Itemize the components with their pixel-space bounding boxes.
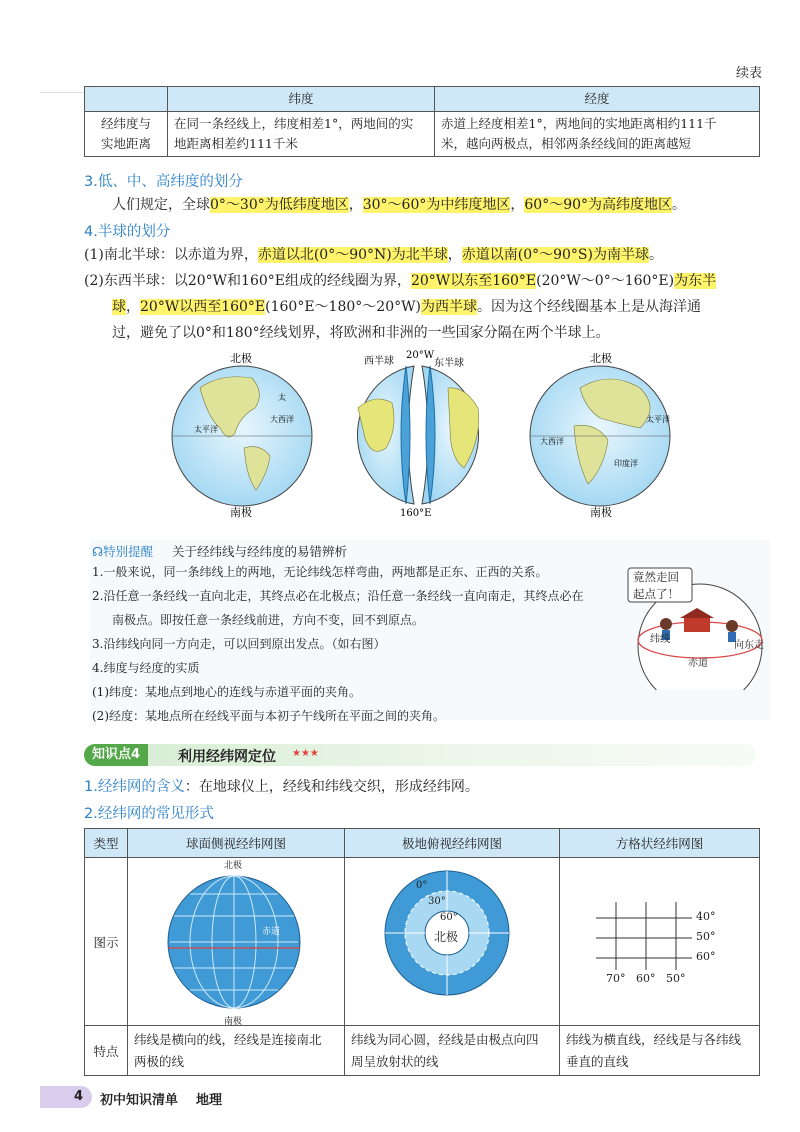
right-ocean-indian: 印度洋	[614, 459, 638, 468]
t2-feat3: 纬线为横直线，经线是与各纬线 垂直的直线	[560, 1026, 760, 1076]
kp4-title: 利用经纬网定位	[178, 749, 276, 765]
section4-line4: 过，避免了以0°和180°经线划界，将欧洲和非洲的一些国家分隔在两个半球上。	[112, 325, 610, 341]
t2-feat2: 纬线为同心圆，经线是由极点向四 周呈放射状的线	[345, 1026, 560, 1076]
tip-badge: ☊特别提醒	[92, 544, 154, 559]
section4-title: 4.半球的划分	[84, 224, 171, 240]
d3-lat-40: 40°	[696, 910, 716, 923]
mid-east-label: 东半球	[434, 358, 464, 369]
left-north-label: 北极	[230, 352, 252, 365]
kp4-stars: ★★★	[292, 748, 319, 759]
t2-row1-label: 图示	[85, 858, 128, 1026]
left-ocean-pacific: 太平洋	[194, 425, 218, 434]
section4-line3: 球，20°W以西至160°E(160°E～180°～20°W)为西半球。因为这个经线圈基本上是从海洋通	[112, 299, 701, 315]
left-ocean-3: 太	[278, 393, 286, 402]
section3-title: 3.低、中、高纬度的划分	[84, 174, 243, 190]
label-weixian: 纬线	[650, 634, 670, 645]
hemisphere-globes-figure	[160, 348, 680, 520]
tip-title: 关于经纬线与经纬度的易错辨析	[172, 544, 348, 559]
table1-header-lat: 纬度	[168, 87, 435, 112]
tip-line-6: (1)纬度：某地点到地心的连线与赤道平面的夹角。	[92, 685, 361, 699]
footer-book: 初中知识清单	[100, 1093, 179, 1108]
tip-line-2: 2.沿任意一条经线一直向北走，其终点必在北极点；沿任意一条经线一直向南走，其终点必在	[92, 589, 584, 603]
t2-feat1: 纬线是横向的线，经线是连接南北 两极的线	[128, 1026, 345, 1076]
table1-lat-cell: 在同一条经线上，纬度相差1°，两地间的实 地距离相差约111千米	[168, 112, 435, 157]
speech-bubble: 竟然走回 起点了！	[633, 570, 679, 601]
d3-lon-60: 60°	[636, 972, 656, 985]
d3-lon-50: 50°	[666, 972, 686, 985]
table1-lon-cell: 赤道上经度相差1°，两地间的实地距离相约111千 米，越向两极点，相邻两条经线间的距离越短	[435, 112, 760, 157]
t2-h3: 方格状经纬网图	[560, 829, 760, 858]
kp4-s1: 1.经纬网的含义：在地球仪上，经线和纬线交织，形成经纬网。	[84, 779, 479, 795]
lat-lon-table	[84, 86, 760, 157]
d3-lon-70: 70°	[606, 972, 626, 985]
page-number-tab	[40, 1086, 92, 1108]
side-view-grid-diagram	[160, 858, 310, 1024]
d2-0-label: 0°	[416, 880, 428, 891]
right-south-label: 南极	[590, 506, 612, 519]
tip-line-1: 1.一般来说，同一条纬线上的两地，无论纬线怎样弯曲，两地都是正东、正西的关系。	[92, 565, 548, 579]
table1-row-label: 经纬度与 实地距离	[85, 112, 168, 157]
lightbulb-icon: ☊	[92, 544, 104, 559]
d2-30-label: 30°	[428, 896, 446, 907]
t2-h1: 球面侧视经纬网图	[128, 829, 345, 858]
section4-line1: (1)南北半球：以赤道为界，赤道以北(0°～90°N)为北半球，赤道以南(0°～90°S)为南半球。	[84, 247, 663, 263]
d1-equator-label: 赤道	[262, 927, 281, 937]
table1-header-lon: 经度	[435, 87, 760, 112]
square-grid-diagram	[592, 898, 702, 978]
mid-west-label: 西半球	[364, 356, 394, 367]
left-south-label: 南极	[230, 506, 252, 519]
tip-line-4: 3.沿纬线向同一方向走，可以回到原出发点。（如右图）	[92, 637, 386, 651]
western-hemisphere-globe	[172, 366, 312, 506]
section3-text: 人们规定，全球0°～30°为低纬度地区，30°～60°为中纬度地区，60°～90°为高纬度地区。	[112, 197, 687, 213]
tip-line-3: 南极点。即按任意一条经线前进，方向不变，回不到原点。	[112, 613, 425, 627]
page-number: 4	[74, 1089, 84, 1104]
mid-160e-label: 160°E	[400, 508, 432, 519]
footer-subject: 地理	[196, 1093, 223, 1108]
continued-label: 续表	[736, 66, 763, 81]
d2-60-label: 60°	[440, 912, 458, 923]
d1-south-label: 南极	[224, 1017, 243, 1027]
right-north-label: 北极	[590, 352, 612, 365]
right-ocean-atlantic: 大西洋	[540, 437, 564, 446]
tip-line-5: 4.纬度与经度的实质	[92, 661, 200, 675]
t2-row2-label: 特点	[85, 1026, 128, 1076]
kp4-s2-title: 2.经纬网的常见形式	[84, 806, 214, 822]
split-hemisphere-globe	[357, 366, 478, 504]
eastern-hemisphere-globe	[530, 366, 670, 506]
d3-lat-60: 60°	[696, 950, 716, 963]
section4-line2: (2)东西半球：以20°W和160°E组成的经线圈为界，20°W以东至160°E(20°W～0°～160°E)为东半	[84, 273, 717, 289]
d1-north-label: 北极	[224, 861, 243, 871]
t2-h2: 极地俯视经纬网图	[345, 829, 560, 858]
label-equator: 赤道	[688, 658, 708, 669]
left-ocean-atlantic: 大西洋	[270, 415, 294, 424]
d2-pole-label: 北极	[434, 930, 459, 944]
table1-corner	[85, 87, 168, 112]
label-go-east: 向东走	[734, 640, 764, 651]
tip-line-7: (2)经度：某地点所在经线平面与本初子午线所在平面之间的夹角。	[92, 709, 446, 723]
d3-lat-50: 50°	[696, 930, 716, 943]
right-ocean-pacific: 太平洋	[646, 415, 670, 424]
t2-h0: 类型	[85, 829, 128, 858]
kp4-tag: 知识点4	[84, 744, 148, 766]
mid-20w-label: 20°W	[406, 350, 435, 361]
